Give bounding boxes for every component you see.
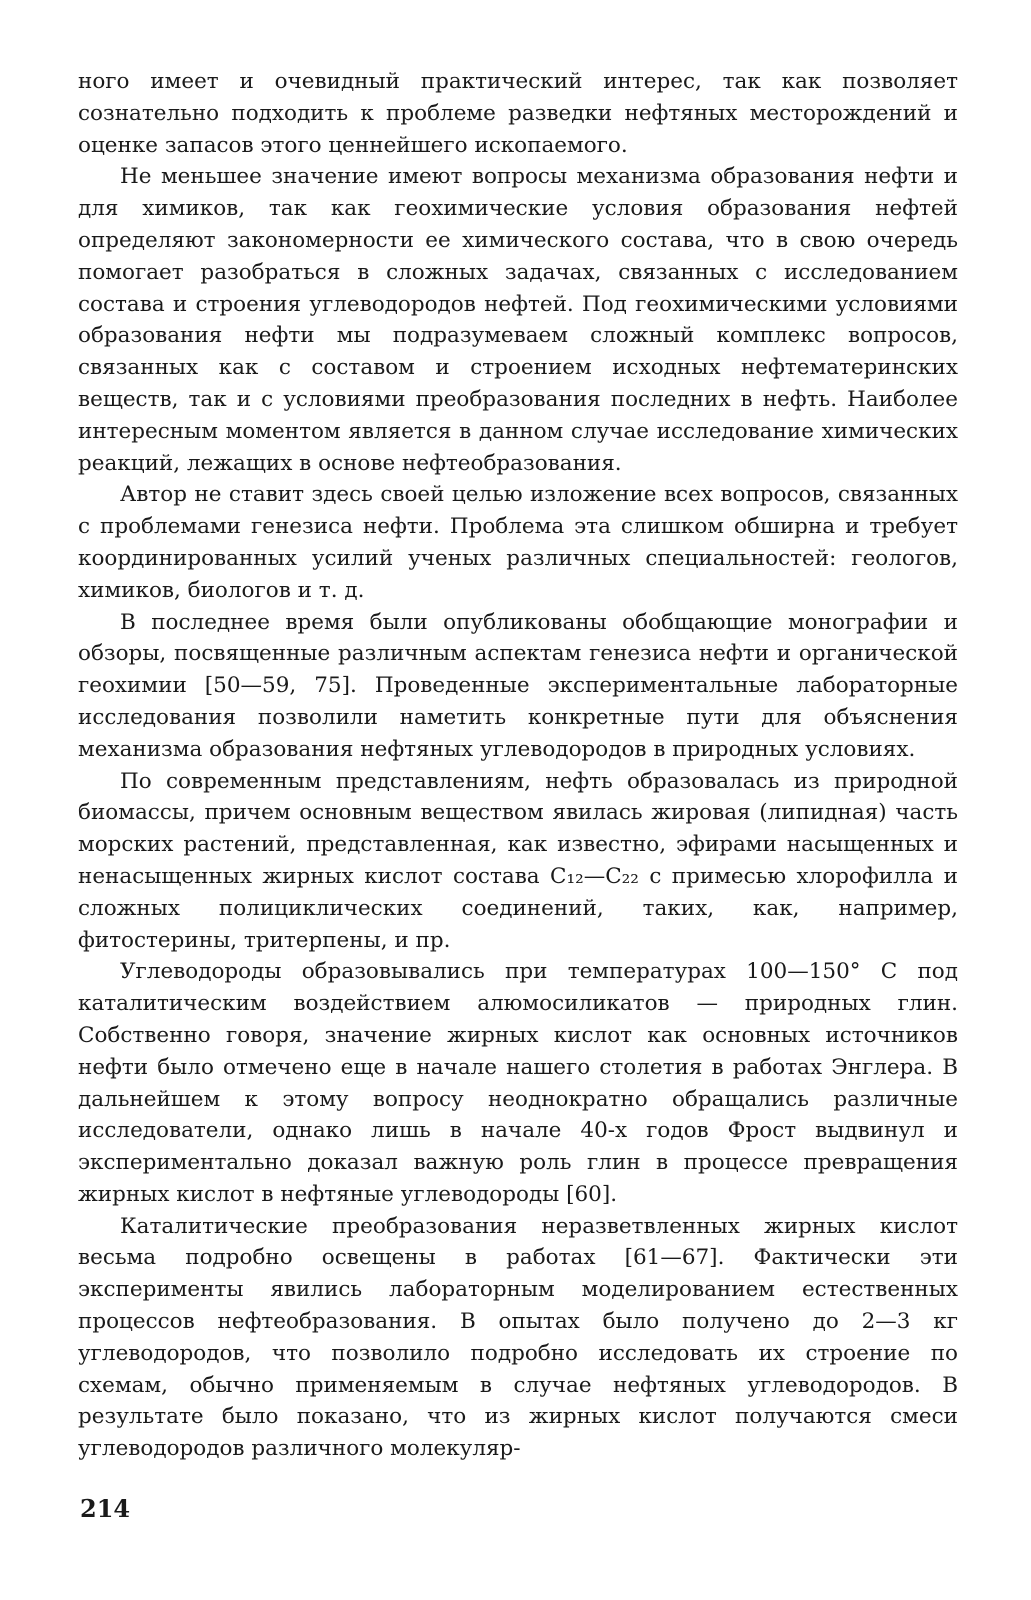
- paragraph-2: Не меньшее значение имеют вопросы механизма образования нефти и для химиков, так как геохимические условия образования нефтей определяют закономерности ее химического состава, что в свою очередь помогает разобраться в сложных задачах, связанных с исследованием состава и строения углеводородов нефтей. Под геохимическими условиями образования нефти мы подразумеваем сложный комплекс вопросов, связанных как с составом и строением исходных нефтематеринских веществ, так и с условиями преобразования последних в нефть. Наиболее интересным моментом является в данном случае исследование химических реакций, лежащих в основе нефтеобразования.: [78, 164, 958, 476]
- page-body: [78, 66, 958, 1465]
- page-number: 214: [80, 1494, 131, 1523]
- paragraph-7: Каталитические преобразования неразветвленных жирных кислот весьма подробно освещены в работах [61—67]. Фактически эти эксперименты явились лабораторным моделированием естественных процессов нефтеобразования. В опытах было получено до 2—3 кг углеводородов, что позволило подробно исследовать их строение по схемам, обычно применяемым в случае нефтяных углеводородов. В результате было показано, что из жирных кислот получаются смеси углеводородов различного молекуляр-: [78, 1213, 958, 1462]
- paragraph-4: В последнее время были опубликованы обобщающие монографии и обзоры, посвященные различным аспектам генезиса нефти и органической геохимии [50—59, 75]. Проведенные экспериментальные лабораторные исследования позволили наметить конкретные пути для объяснения механизма образования нефтяных углеводородов в природных условиях.: [78, 609, 958, 762]
- paragraph-3: Автор не ставит здесь своей целью изложение всех вопросов, связанных с проблемами генезиса нефти. Проблема эта слишком обширна и требует координированных усилий ученых различных специальностей: геологов, химиков, биологов и т. д.: [78, 482, 958, 603]
- paragraph-1: ного имеет и очевидный практический интерес, так как позволяет сознательно подходить к проблеме разведки нефтяных месторождений и оценке запасов этого ценнейшего ископаемого.: [78, 69, 958, 158]
- paragraph-6: Углеводороды образовывались при температурах 100—150° С под каталитическим воздействием алюмосиликатов — природных глин. Собственно говоря, значение жирных кислот как основных источников нефти было отмечено еще в начале нашего столетия в работах Энглера. В дальнейшем к этому вопросу неоднократно обращались различные исследователи, однако лишь в начале 40-х годов Фрост выдвинул и экспериментально доказал важную роль глин в процессе превращения жирных кислот в нефтяные углеводороды [60].: [78, 959, 958, 1207]
- paragraph-5: По современным представлениям, нефть образовалась из природной биомассы, причем основным веществом явилась жировая (липидная) часть морских растений, представленная, как известно, эфирами насыщенных и ненасыщенных жирных кислот состава C₁₂—C₂₂ с примесью хлорофилла и сложных полициклических соединений, таких, как, например, фитостерины, тритерпены, и пр.: [78, 768, 958, 953]
